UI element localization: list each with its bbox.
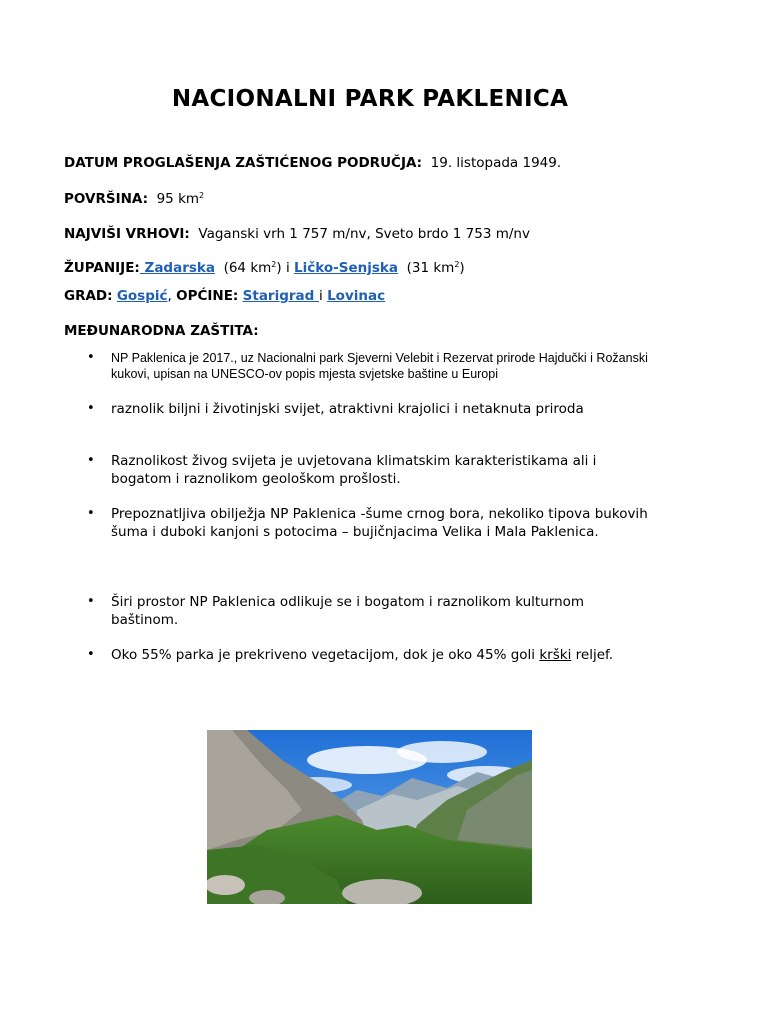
grad-row: GRAD: Gospić, OPĆINE: Starigrad i Lovinac xyxy=(64,288,386,304)
paklenica-landscape-photo xyxy=(207,730,532,904)
bullet-text xyxy=(111,647,651,665)
starigrad-link[interactable]: Starigrad xyxy=(242,288,320,304)
bullet-dot: • xyxy=(87,594,95,609)
bullet-text-pre: Oko 55% parka je prekriveno vegetacijom, dok je oko 45% goli xyxy=(111,647,540,663)
bullet-text: Širi prostor NP Paklenica odlikuje se i bogatom i raznolikom kulturnom baštinom. xyxy=(111,594,585,628)
datum-value: 19. listopada 1949. xyxy=(430,155,562,171)
bullet-text-underlined: krški xyxy=(539,647,572,663)
grad-label: GRAD: xyxy=(64,288,113,304)
datum-label: DATUM PROGLAŠENJA ZAŠTIĆENOG PODRUČJA: xyxy=(64,155,423,171)
povrsina-sup: 2 xyxy=(199,191,205,200)
bullet-dot: • xyxy=(87,350,95,365)
bullet-text: Prepoznatljiva obilježja NP Paklenica -šume crnog bora, nekoliko tipova bukovih šuma i duboki kanjoni s potocima – bujičnjacima Velika i Mala Paklenica. xyxy=(111,506,648,540)
page-title: NACIONALNI PARK PAKLENICA xyxy=(171,86,569,112)
bullet-dot: • xyxy=(87,647,95,662)
gospic-link[interactable]: Gospić xyxy=(116,288,168,304)
bullet-text-post: reljef. xyxy=(571,647,614,663)
zastita-row xyxy=(64,323,259,339)
licko-senjska-area: (31 km xyxy=(406,260,455,276)
povrsina-row xyxy=(64,191,204,207)
lovinac-link[interactable]: Lovinac xyxy=(327,288,386,304)
bullet-dot: • xyxy=(87,453,95,468)
bullet-text: Raznolikost živog svijeta je uvjetovana klimatskim karakteristikama ali i bogatom i raznolikom geološkom prošlosti. xyxy=(111,453,597,487)
zupanije-conj: i xyxy=(285,260,290,276)
zupanije-row xyxy=(64,260,465,276)
vrhovi-row xyxy=(64,226,530,242)
zadarska-area: (64 km xyxy=(223,260,272,276)
zadarska-link[interactable]: Zadarska xyxy=(139,260,215,276)
zadarska-close: ) xyxy=(276,260,282,276)
povrsina-label: POVRŠINA: xyxy=(64,191,148,207)
zastita-label: MEĐUNARODNA ZAŠTITA: xyxy=(64,323,259,339)
licko-senjska-link[interactable]: Ličko-Senjska xyxy=(294,260,398,276)
licko-senjska-close: ) xyxy=(459,260,465,276)
opcine-conj: i xyxy=(319,288,323,304)
povrsina-value: 95 km xyxy=(156,191,200,207)
bullet-text: NP Paklenica je 2017., uz Nacionalni park Sjeverni Velebit i Rezervat prirode Hajdučki i Rožanski kukovi, upisan na UNESCO-ov popis mjesta svjetske baštine u Europi xyxy=(111,351,648,381)
bullet-dot: • xyxy=(87,401,95,416)
vrhovi-label: NAJVIŠI VRHOVI: xyxy=(64,226,190,242)
zadarska-sup: 2 xyxy=(271,260,277,269)
bullet-text: raznolik biljni i životinjski svijet, atraktivni krajolici i netaknuta priroda xyxy=(111,401,584,417)
datum-row xyxy=(64,155,561,171)
zupanije-label: ŽUPANIJE: xyxy=(64,260,140,276)
vrhovi-value: Vaganski vrh 1 757 m/nv, Sveto brdo 1 753 m/nv xyxy=(198,226,530,242)
bullet-dot: • xyxy=(87,506,95,521)
opcine-label: OPĆINE: xyxy=(176,288,239,304)
licko-senjska-sup: 2 xyxy=(454,260,460,269)
